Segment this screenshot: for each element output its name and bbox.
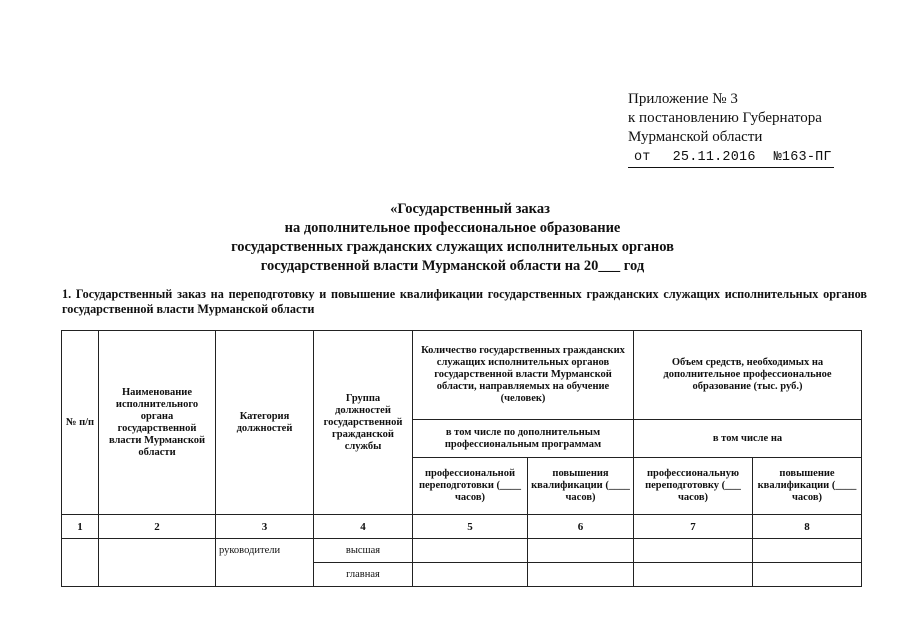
cell-empty: [62, 539, 99, 587]
header-funds-qualification: повышение квалификации (____ часов): [753, 458, 862, 515]
cell-empty: [413, 563, 528, 587]
cell-empty: [753, 539, 862, 563]
header-funds-retraining: профессиональную переподготовку (___ часов): [634, 458, 753, 515]
header-funds: Объем средств, необходимых на дополнительное профессиональное образование (тыс. руб.): [634, 331, 862, 420]
appendix-decree: к постановлению Губернатора: [628, 110, 822, 126]
decree-date: 25.11.2016: [672, 150, 756, 165]
column-number: 2: [99, 515, 216, 539]
header-number: № п/п: [62, 331, 99, 515]
header-group: Группа должностей государственной гражданской службы: [314, 331, 413, 515]
column-numbers-row: [62, 515, 862, 539]
cell-empty: [528, 563, 634, 587]
appendix-date-line: [628, 148, 834, 168]
order-table: [61, 330, 862, 587]
category-cell: руководители: [216, 539, 314, 587]
title-line-1: «Государственный заказ: [390, 201, 550, 217]
column-number: 1: [62, 515, 99, 539]
decree-number: №163-ПГ: [773, 150, 832, 165]
cell-empty: [528, 539, 634, 563]
group-cell: высшая: [314, 539, 413, 563]
header-retraining: профессиональной переподготовки (____ часов): [413, 458, 528, 515]
header-funds-sub: в том числе на: [634, 420, 862, 458]
cell-empty: [99, 539, 216, 587]
column-number: 4: [314, 515, 413, 539]
title-line-2: на дополнительное профессиональное образование: [284, 220, 621, 236]
title-line-4: государственной власти Мурманской области на 20___ год: [260, 258, 645, 274]
appendix-title: Приложение № 3: [628, 91, 738, 107]
header-count: Количество государственных гражданских служащих исполнительных органов государственной власти Мурманской области, направляемых на обучение (человек): [413, 331, 634, 420]
section-1-heading: 1. Государственный заказ на переподготовку и повышение квалификации государственных гражданских служащих исполнительных органов государственной власти Мурманской области: [62, 287, 867, 316]
header-count-sub: в том числе по дополнительным профессиональным программам: [413, 420, 634, 458]
date-prefix: от: [634, 150, 651, 165]
cell-empty: [634, 539, 753, 563]
appendix-region: Мурманской области: [628, 129, 763, 145]
column-number: 3: [216, 515, 314, 539]
column-number: 8: [753, 515, 862, 539]
column-number: 5: [413, 515, 528, 539]
cell-empty: [413, 539, 528, 563]
table-row: [62, 539, 862, 563]
column-number: 6: [528, 515, 634, 539]
column-number: 7: [634, 515, 753, 539]
cell-empty: [634, 563, 753, 587]
group-cell: главная: [314, 563, 413, 587]
header-organ: Наименование исполнительного органа государственной власти Мурманской области: [99, 331, 216, 515]
header-qualification: повышения квалификации (____ часов): [528, 458, 634, 515]
appendix-block: [628, 90, 834, 168]
header-category: Категория должностей: [216, 331, 314, 515]
title-line-3: государственных гражданских служащих исполнительных органов: [231, 239, 674, 255]
document-title: [0, 200, 905, 276]
cell-empty: [753, 563, 862, 587]
